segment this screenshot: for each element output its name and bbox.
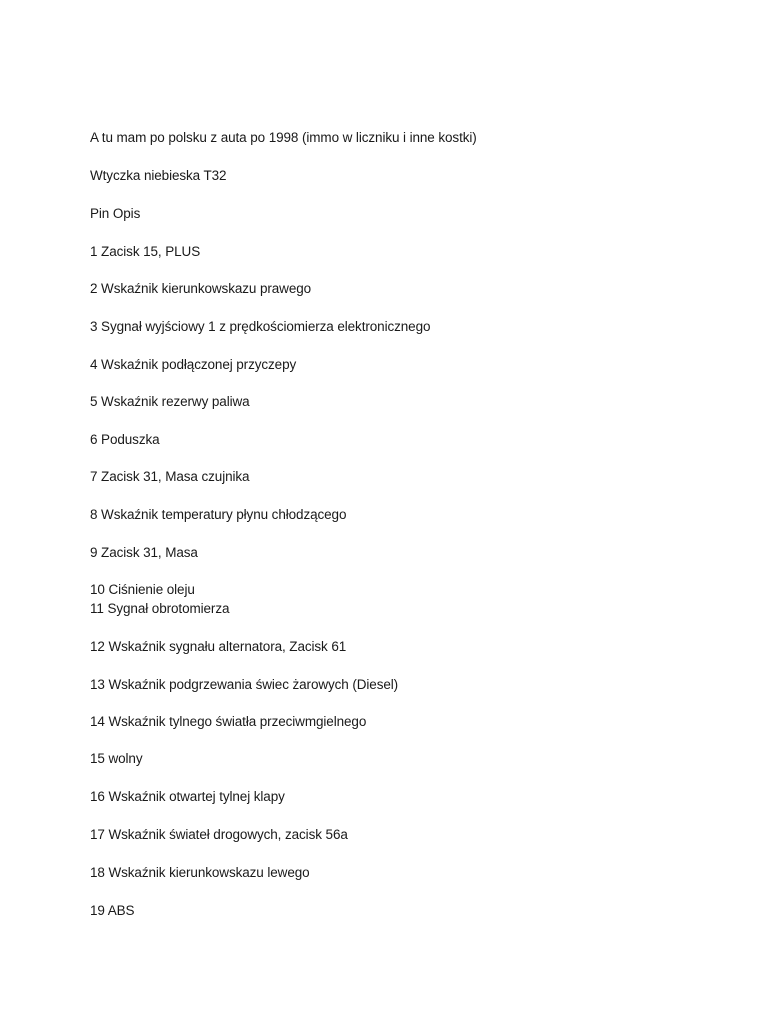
pin-line-16: 16 Wskaźnik otwartej tylnej klapy xyxy=(90,789,285,804)
pin-line-4: 4 Wskaźnik podłączonej przyczepy xyxy=(90,357,297,372)
pin-line-1: 1 Zacisk 15, PLUS xyxy=(90,244,201,259)
pin-line-7: 7 Zacisk 31, Masa czujnika xyxy=(90,469,250,484)
pin-line-17: 17 Wskaźnik świateł drogowych, zacisk 56a xyxy=(90,827,348,842)
pin-line-11: 11 Sygnał obrotomierza xyxy=(90,601,230,616)
pin-line-10: 10 Ciśnienie oleju xyxy=(90,582,195,597)
pin-line-14: 14 Wskaźnik tylnego światła przeciwmgielnego xyxy=(90,714,367,729)
pin-line-8: 8 Wskaźnik temperatury płynu chłodzącego xyxy=(90,507,347,522)
pin-line-15: 15 wolny xyxy=(90,751,143,766)
intro-text: A tu mam po polsku z auta po 1998 (immo w liczniku i inne kostki) xyxy=(90,130,477,145)
pin-line-5: 5 Wskaźnik rezerwy paliwa xyxy=(90,394,250,409)
pin-line-9: 9 Zacisk 31, Masa xyxy=(90,545,198,560)
pin-line-2: 2 Wskaźnik kierunkowskazu prawego xyxy=(90,281,312,296)
pin-line-6: 6 Poduszka xyxy=(90,432,160,447)
table-header: Pin Opis xyxy=(90,206,141,221)
pin-line-18: 18 Wskaźnik kierunkowskazu lewego xyxy=(90,865,310,880)
pin-line-13: 13 Wskaźnik podgrzewania świec żarowych (Diesel) xyxy=(90,677,399,692)
pin-line-3: 3 Sygnał wyjściowy 1 z prędkościomierza elektronicznego xyxy=(90,319,431,334)
connector-title: Wtyczka niebieska T32 xyxy=(90,168,227,183)
pin-line-19: 19 ABS xyxy=(90,903,135,918)
pin-line-12: 12 Wskaźnik sygnału alternatora, Zacisk 61 xyxy=(90,639,347,654)
